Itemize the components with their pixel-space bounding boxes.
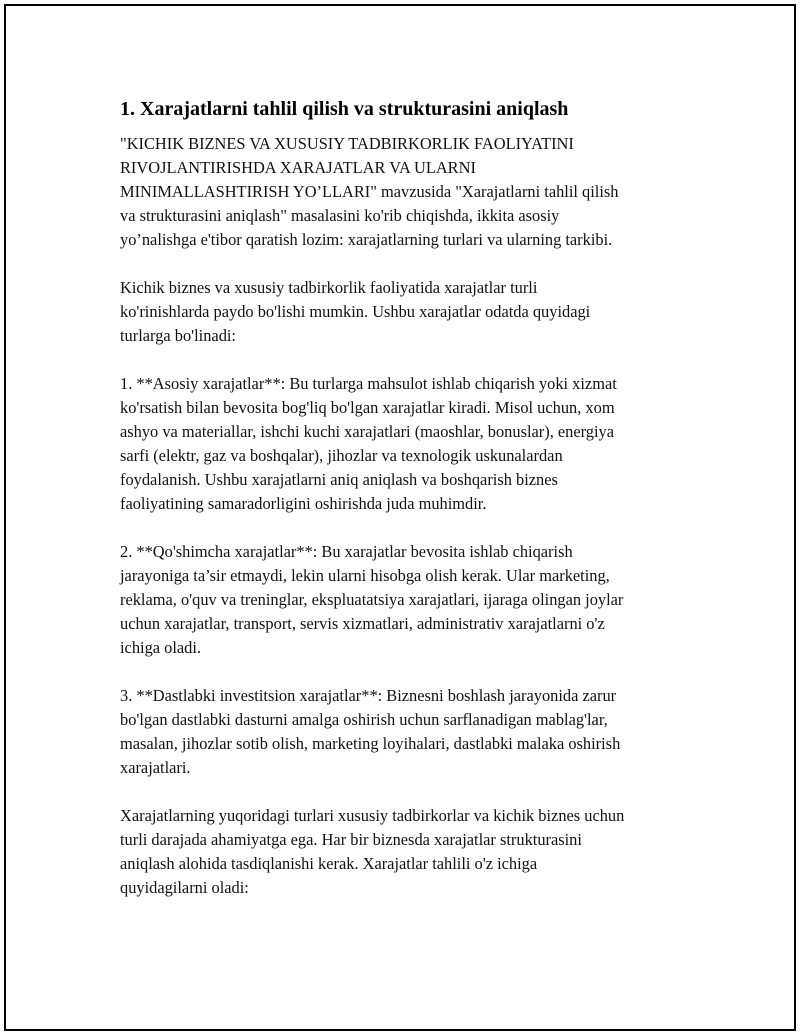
document-body	[120, 96, 692, 924]
paragraph-intro: "KICHIK BIZNES VA XUSUSIY TADBIRKORLIK FAOLIYATINI RIVOJLANTIRISHDA XARAJATLAR VA ULARNI MINIMALLASHTIRISH YO’LLARI" mavzusida "Xarajatlarni tahlil qilish va strukturasini aniqlash" masalasini ko'rib chiqishda, ikkita asosiy yo’nalishga e'tibor qaratish lozim: xarajatlarning turlari va ularning tarkibi.	[120, 134, 619, 249]
paragraph-main-expenses: 1. **Asosiy xarajatlar**: Bu turlarga mahsulot ishlab chiqarish yoki xizmat ko'rsatish bilan bevosita bog'liq bo'lgan xarajatlar kiradi. Misol uchun, xom ashyo va materiallar, ishchi kuchi xarajatlari (maoshlar, bonuslar), energiya sarfi (elektr, gaz va boshqalar), jihozlar va texnologik uskunalardan foydalanish. Ushbu xarajatlarni aniq aniqlash va boshqarish biznes faoliyatining samaradorligini oshirishda juda muhimdir.	[120, 374, 617, 513]
paragraph-initial-investment: 3. **Dastlabki investitsion xarajatlar**: Biznesni boshlash jarayonida zarur bo'lgan dastlabki dasturni amalga oshirish uchun sarflanadigan mablag'lar, masalan, jihozlar sotib olish, marketing loyihalari, dastlabki malaka oshirish xarajatlari.	[120, 686, 621, 777]
paragraph-expense-types: Kichik biznes va xususiy tadbirkorlik faoliyatida xarajatlar turli ko'rinishlarda paydo bo'lishi mumkin. Ushbu xarajatlar odatda quyidagi turlarga bo'linadi:	[120, 278, 591, 345]
document-page	[4, 4, 796, 1031]
paragraph-additional-expenses: 2. **Qo'shimcha xarajatlar**: Bu xarajatlar bevosita ishlab chiqarish jarayoniga ta’sir etmaydi, lekin ularni hisobga olish kerak. Ular marketing, reklama, o'quv va treninglar, ekspluatatsiya xarajatlari, ijaraga olingan joylar uchun xarajatlar, transport, servis xizmatlari, administrativ xarajatlarni o'z ichiga oladi.	[120, 542, 624, 657]
section-heading: 1. Xarajatlarni tahlil qilish va strukturasini aniqlash	[120, 98, 569, 120]
paragraph-conclusion: Xarajatlarning yuqoridagi turlari xususiy tadbirkorlar va kichik biznes uchun turli darajada ahamiyatga ega. Har bir biznesda xarajatlar strukturasini aniqlash alohida tasdiqlanishi kerak. Xarajatlar tahlili o'z ichiga quyidagilarni oladi:	[120, 806, 625, 897]
